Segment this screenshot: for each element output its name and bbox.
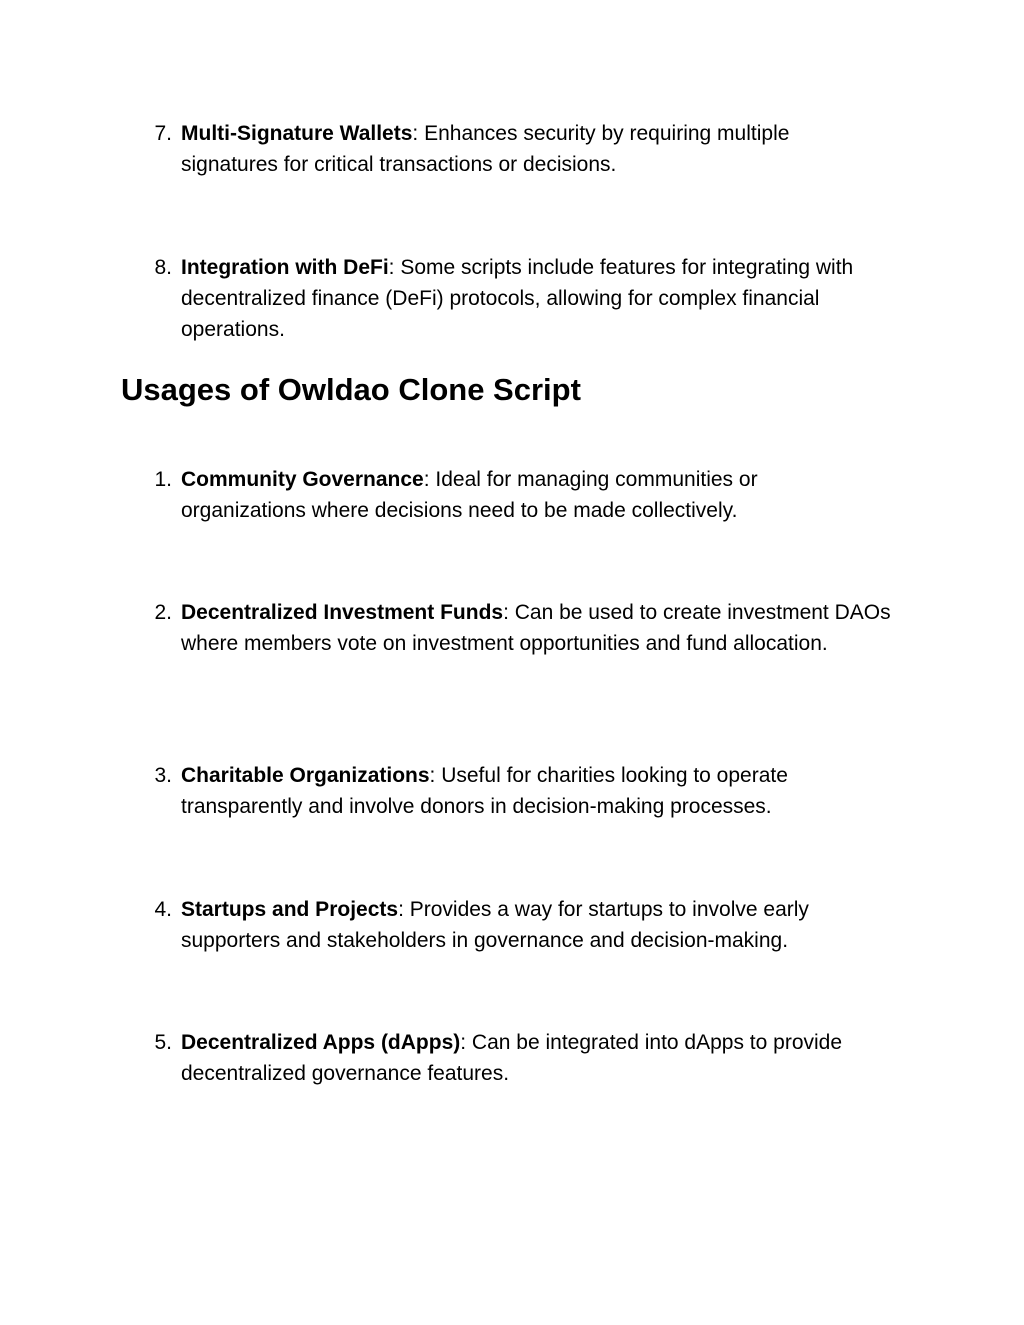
list-number: 3. (154, 764, 172, 787)
list-item-text (181, 597, 921, 659)
list-item-term: Charitable Organizations (181, 764, 430, 787)
list-item-description: : Can be integrated into dApps to provide decentralized governance features. (181, 1031, 843, 1085)
list-number: 7. (154, 122, 172, 145)
list-item-text (181, 252, 896, 345)
list-item-term: Decentralized Investment Funds (181, 601, 504, 624)
list-number: 8. (154, 256, 172, 279)
list-item-term: Decentralized Apps (dApps) (181, 1031, 461, 1054)
list-item-description: : Enhances security by requiring multiple signatures for critical transactions or decisions. (181, 122, 790, 176)
list-item-description: : Provides a way for startups to involve early supporters and stakeholders in governance and decision-making. (181, 898, 809, 952)
list-number: 2. (154, 601, 172, 624)
list-item-description: : Useful for charities looking to operate transparently and involve donors in decision-making processes. (181, 764, 788, 818)
list-item-term: Community Governance (181, 468, 424, 491)
list-item-description: : Can be used to create investment DAOs where members vote on investment opportunities and fund allocation. (181, 601, 891, 655)
list-number: 4. (154, 898, 172, 921)
list-number: 1. (154, 468, 172, 491)
section-heading: Usages of Owldao Clone Script (121, 372, 581, 407)
list-item-text (181, 760, 871, 822)
list-item-term: Startups and Projects (181, 898, 399, 921)
list-item-description: : Some scripts include features for integrating with decentralized finance (DeFi) protocols, allowing for complex financial operations. (181, 256, 854, 341)
list-item-term: Multi-Signature Wallets (181, 122, 413, 145)
list-number: 5. (154, 1031, 172, 1054)
list-item-text (181, 464, 836, 526)
list-item-description: : Ideal for managing communities or organizations where decisions need to be made collectively. (181, 468, 758, 522)
list-item-text (181, 118, 881, 180)
list-item-text (181, 1027, 846, 1089)
list-item-text (181, 894, 896, 956)
list-item-term: Integration with DeFi (181, 256, 389, 279)
